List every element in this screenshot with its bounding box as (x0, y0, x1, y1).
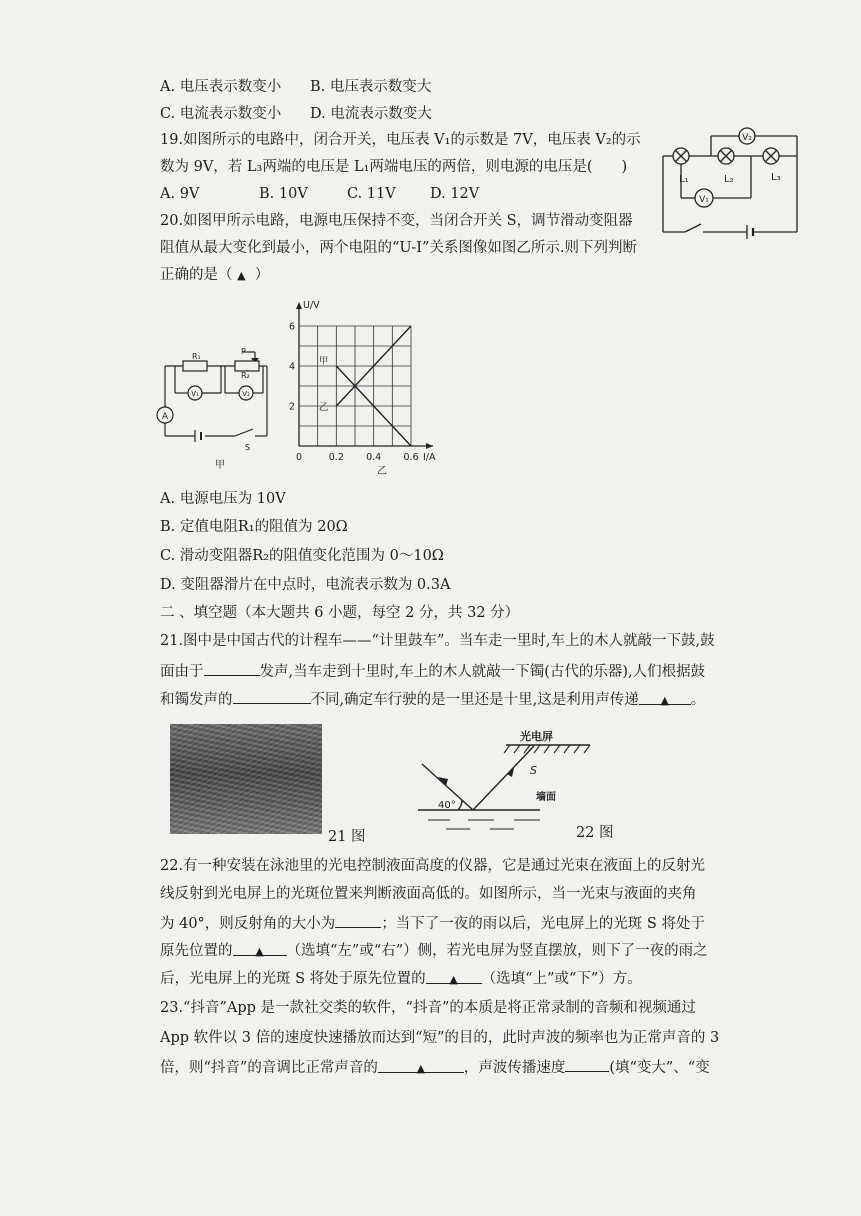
voltmeter-v1-icon (695, 189, 713, 207)
svg-text:V₂: V₂ (742, 133, 752, 143)
ammeter-icon (157, 407, 173, 423)
label-l3: L₃ (771, 172, 781, 183)
q19-stem-line2: 数为 9V，若 L₃两端的电压是 L₁两端电压的两倍，则电源的电压是( ) (160, 159, 628, 175)
svg-text:V₂: V₂ (242, 390, 250, 398)
q19-option-d: D. 12V (430, 186, 480, 202)
q20-option-d: D. 变阻器滑片在中点时，电流表示数为 0.3A (160, 577, 451, 593)
q23-blank-2[interactable] (565, 1057, 609, 1072)
svg-text:V₁: V₁ (699, 195, 709, 205)
x-tick-label: 0 (295, 452, 303, 463)
q20-ui-chart (283, 296, 443, 476)
q22-stem-line5: 后，光电屏上的光斑 S 将处于原先位置的 ▲ （选填“上”或“下”）方。 (160, 971, 642, 987)
q18-option-d: D. 电流表示数变大 (310, 106, 432, 122)
answer-triangle-icon: ▲ (660, 694, 669, 707)
q23-blank-1[interactable] (378, 1058, 464, 1073)
voltmeter-v2-icon (239, 386, 253, 400)
q21-stem-line1: 21.图中是中国古代的计程车——“计里鼓车”。当车走一里时,车上的木人就敲一下鼓,鼓 (160, 633, 715, 649)
x-tick-label: 0.4 (366, 452, 382, 463)
q22-stem-line2: 线反射到光电屏上的光斑位置来判断液面高低的。如图所示，当一光束与液面的夹角 (160, 886, 697, 902)
y-tick-label: 4 (288, 361, 295, 373)
x-axis-arrow-icon (426, 443, 433, 449)
drum-cart-photo (170, 724, 322, 834)
q21-blank-1[interactable] (204, 661, 260, 676)
y-tick-label: 2 (288, 401, 295, 413)
q23-stem-line1: 23.“抖音”App 是一款社交类的软件，“抖音”的本质是将正常录制的音频和视频通过 (160, 1000, 696, 1016)
q18-option-c: C. 电流表示数变小 (160, 106, 282, 122)
lamp-l2-icon (718, 148, 734, 164)
section2-heading: 二 、填空题（本大题共 6 小题，每空 2 分，共 32 分） (160, 605, 520, 621)
q18-option-a: A. 电压表示数变小 (160, 79, 282, 95)
q21-stem-line3: 和镯发声的 不同,确定车行驶的是一里还是十里,这是利用声传递 ▲ 。 (160, 689, 705, 710)
fig22-caption: 22 图 (576, 825, 614, 841)
rheostat-r2-icon (235, 361, 259, 371)
label-p: P (241, 347, 246, 356)
q22-stem-line3: 为 40°，则反射角的大小为 ；当下了一夜的雨以后，光电屏上的光斑 S 将处于 (160, 913, 705, 934)
answer-triangle-icon: ▲ (449, 973, 458, 986)
q21-blank-2[interactable] (233, 689, 311, 704)
q20-option-a: A. 电源电压为 10V (160, 491, 286, 507)
answer-triangle-icon: ▲ (255, 945, 264, 958)
lamp-l1-icon (673, 148, 689, 164)
q23-stem-line3: 倍，则“抖音”的音调比正常声音的 ▲ ，声波传播速度 (填“变大”、“变 (160, 1057, 710, 1078)
svg-text:A: A (161, 412, 169, 422)
q19-option-b: B. 10V (259, 186, 308, 202)
y-axis-arrow-icon (296, 302, 302, 309)
q23-stem-line2: App 软件以 3 倍的速度快速播放而达到“短”的目的，此时声波的频率也为正常声音的 3 (160, 1030, 720, 1046)
q20-stem-line1: 20.如图甲所示电路，电源电压保持不变，当闭合开关 S，调节滑动变阻器 (160, 213, 633, 229)
voltmeter-v2-icon (739, 128, 755, 144)
y-tick-label: 6 (288, 321, 295, 333)
series-label-jia: 甲 (318, 356, 329, 367)
q19-circuit-diagram (655, 122, 805, 240)
label-surface: 墙面 (536, 792, 556, 803)
label-s: S (530, 764, 537, 777)
x-tick-label: 0.2 (328, 452, 344, 463)
label-r1: R₁ (192, 352, 201, 361)
label-r2: R₂ (241, 371, 250, 380)
q20-option-b: B. 定值电阻R₁的阻值为 20Ω (160, 519, 348, 535)
q19-option-a: A. 9V (160, 186, 200, 202)
voltmeter-v1-icon (188, 386, 202, 400)
q19-option-c: C. 11V (347, 186, 396, 202)
fig22-reflection-diagram (410, 728, 630, 836)
q22-blank-2[interactable] (233, 941, 287, 956)
x-tick-label: 0.6 (403, 452, 419, 463)
q20-stem-line2: 阻值从最大变化到最小，两个电阻的“U-I”关系图像如图乙所示.则下列判断 (160, 240, 638, 256)
q22-blank-1[interactable] (335, 913, 381, 928)
caption-jia: 甲 (215, 460, 225, 471)
q22-blank-3[interactable] (426, 969, 482, 984)
q20-option-c: C. 滑动变阻器R₂的阻值变化范围为 0～10Ω (160, 548, 444, 564)
q21-blank-3[interactable] (639, 690, 691, 705)
answer-triangle-icon: ▲ (416, 1062, 426, 1075)
answer-triangle-icon: ▲ (237, 269, 246, 282)
q19-stem-line1: 19.如图所示的电路中，闭合开关，电压表 V₁的示数是 7V，电压表 V₂的示 (160, 132, 641, 148)
q20-circuit-jia (155, 340, 275, 480)
label-l2: L₂ (724, 174, 734, 185)
q22-stem-line1: 22.有一种安装在泳池里的光电控制液面高度的仪器，它是通过光束在液面上的反射光 (160, 858, 706, 874)
q21-stem-line2: 面由于 发声,当车走到十里时,车上的木人就敲一下镯(古代的乐器),人们根据鼓 (160, 661, 705, 682)
q22-stem-line4: 原先位置的 ▲ （选填“左”或“右”）侧，若光电屏为竖直摆放，则下了一夜的雨之 (160, 943, 708, 959)
label-angle: 40° (438, 800, 456, 811)
chart-caption: 乙 (377, 466, 387, 476)
resistor-r1-icon (183, 361, 207, 371)
label-s: S (245, 443, 251, 452)
q18-option-b: B. 电压表示数变大 (310, 79, 432, 95)
label-screen: 光电屏 (520, 730, 553, 743)
q20-stem-line3: 正确的是（ ▲ ） (160, 267, 270, 283)
fig21-caption: 21 图 (328, 829, 366, 845)
label-l1: L₁ (679, 174, 689, 185)
svg-text:V₁: V₁ (191, 390, 199, 398)
x-axis-label: I/A (423, 452, 436, 463)
y-axis-label: U/V (303, 300, 320, 311)
lamp-l3-icon (763, 148, 779, 164)
series-label-yi: 乙 (318, 402, 329, 413)
